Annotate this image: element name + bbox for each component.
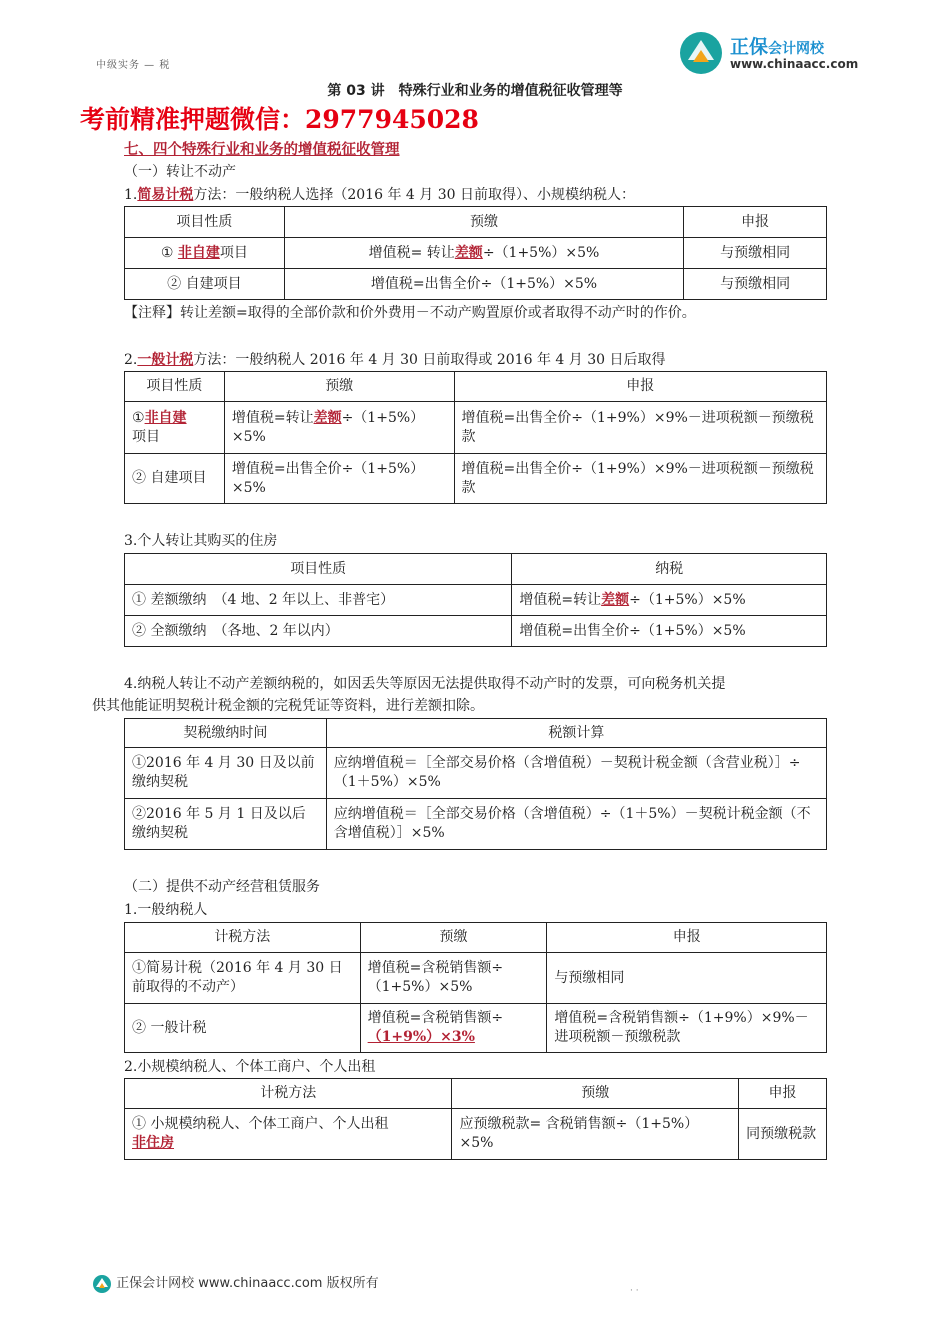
table-row (125, 1004, 827, 1053)
table-cell: ② 全额缴纳 （各地、2 年以内） (125, 616, 512, 647)
item4-line1: 4.纳税人转让不动产差额纳税的，如因丢失等原因无法提供取得不动产时的发票，可向税务机关提 (124, 676, 726, 692)
table-row (125, 616, 827, 647)
header-left-text: 中级实务 — 税 (96, 60, 171, 71)
part2-item1: 1.一般纳税人 (124, 902, 208, 918)
table-cell: ① 非自建项目 (125, 238, 285, 269)
table-cell: 增值税=含税销售额÷ （1+9%）×3% (360, 1004, 547, 1053)
footer-logo-icon (92, 1274, 112, 1294)
table-row (125, 402, 827, 454)
logo-icon (678, 30, 724, 76)
table-cell: 增值税= 转让差额÷（1+5%）×5% (284, 238, 683, 269)
table-row (125, 238, 827, 269)
table-cell: 与预缴相同 (684, 269, 827, 300)
item2-line: 2.一般计税方法：一般纳税人 2016 年 4 月 30 日前取得或 2016 年 4 月 30 日后取得 (124, 352, 666, 368)
table-header: 计税方法 (125, 923, 361, 953)
table-cell: ①简易计税（2016 年 4 月 30 日前取得的不动产） (125, 953, 361, 1004)
table-header: 申报 (454, 372, 826, 402)
part2-heading: （二）提供不动产经营租赁服务 (124, 879, 320, 895)
table-cell: ② 自建项目 (125, 269, 285, 300)
table-cell: 增值税=出售全价÷（1+9%）×9%－进项税额－预缴税款 (454, 454, 826, 504)
table-row (125, 953, 827, 1004)
item3-line: 3.个人转让其购买的住房 (124, 533, 278, 549)
footer-mark: · · (630, 1286, 639, 1296)
table-header: 税额计算 (326, 719, 826, 748)
table-row (125, 269, 827, 300)
table-personal-housing (124, 553, 827, 647)
part2-item2: 2.小规模纳税人、个体工商户、个人出租 (124, 1059, 376, 1075)
table-cell: 增值税=转让差额÷（1+5%）×5% (512, 585, 827, 616)
table-row (125, 585, 827, 616)
lecture-title: 第 03 讲 特殊行业和业务的增值税征收管理等 (327, 83, 623, 99)
logo-url: www.chinaacc.com (730, 57, 859, 71)
table-deed-tax (124, 718, 827, 850)
table-header: 项目性质 (125, 372, 225, 402)
table-cell: 增值税=出售全价÷（1+9%）×9%－进项税额－预缴税款 (454, 402, 826, 454)
part1-heading: （一）转让不动产 (124, 164, 236, 180)
table-general-tax (124, 371, 827, 504)
table-cell: ② 一般计税 (125, 1004, 361, 1053)
table-header: 计税方法 (125, 1079, 452, 1109)
table-cell: 应预缴税款= 含税销售额÷（1+5%）×5% (452, 1109, 739, 1160)
table-lease-small (124, 1078, 827, 1160)
item4-line2: 供其他能证明契税计税金额的完税凭证等资料，进行差额扣除。 (92, 698, 484, 714)
table-cell: ①非自建 项目 (125, 402, 225, 454)
promo-banner: 考前精准押题微信：2977945028 (80, 105, 479, 134)
logo-title: 正保会计网校 (730, 36, 825, 58)
table-cell: 增值税=出售全价÷（1+5%）×5% (284, 269, 683, 300)
footer (92, 1272, 379, 1294)
table-header: 预缴 (452, 1079, 739, 1109)
table-row (125, 799, 827, 850)
table-cell: 与预缴相同 (547, 953, 827, 1004)
table-header: 契税缴纳时间 (125, 719, 327, 748)
section-title: 七、四个特殊行业和业务的增值税征收管理 (124, 142, 400, 158)
table-header: 申报 (684, 207, 827, 238)
table-header: 申报 (547, 923, 827, 953)
table-cell: 应纳增值税＝［全部交易价格（含增值税）÷（1＋5%）－契税计税金额（不含增值税）］×5% (326, 799, 826, 850)
table-row (125, 1109, 827, 1160)
footer-text: 正保会计网校 www.chinaacc.com 版权所有 (116, 1276, 379, 1291)
table-cell: 增值税=含税销售额÷（1+9%）×9%－进项税额－预缴税款 (547, 1004, 827, 1053)
table-cell: 增值税=出售全价÷（1+5%）×5% (224, 454, 454, 504)
table-cell: ②2016 年 5 月 1 日及以后缴纳契税 (125, 799, 327, 850)
table-header: 项目性质 (125, 554, 512, 585)
table-header: 预缴 (224, 372, 454, 402)
table-header: 预缴 (284, 207, 683, 238)
table-cell: ② 自建项目 (125, 454, 225, 504)
item1-line: 1.简易计税方法：一般纳税人选择（2016 年 4 月 30 日前取得）、小规模纳税人： (124, 187, 635, 203)
logo[interactable] (678, 30, 878, 78)
table-header: 预缴 (360, 923, 547, 953)
table-simple-tax (124, 206, 827, 300)
table-cell: 应纳增值税＝［全部交易价格（含增值税）－契税计税金额（含营业税）］÷（1＋5%）×5% (326, 748, 826, 799)
table-cell: 增值税=出售全价÷（1+5%）×5% (512, 616, 827, 647)
table-header: 项目性质 (125, 207, 285, 238)
table-cell: 同预缴税款 (739, 1109, 827, 1160)
note-text: 【注释】转让差额=取得的全部价款和价外费用－不动产购置原价或者取得不动产时的作价。 (124, 305, 696, 321)
table-cell: ① 差额缴纳 （4 地、2 年以上、非普宅） (125, 585, 512, 616)
table-cell: 增值税=转让差额÷（1+5%）×5% (224, 402, 454, 454)
table-lease-general (124, 922, 827, 1053)
table-cell: 与预缴相同 (684, 238, 827, 269)
table-cell: ①2016 年 4 月 30 日及以前缴纳契税 (125, 748, 327, 799)
table-row (125, 454, 827, 504)
table-header: 申报 (739, 1079, 827, 1109)
table-row (125, 748, 827, 799)
table-cell: 增值税=含税销售额÷（1+5%）×5% (360, 953, 547, 1004)
table-cell: ① 小规模纳税人、个体工商户、个人出租 非住房 (125, 1109, 452, 1160)
table-header: 纳税 (512, 554, 827, 585)
